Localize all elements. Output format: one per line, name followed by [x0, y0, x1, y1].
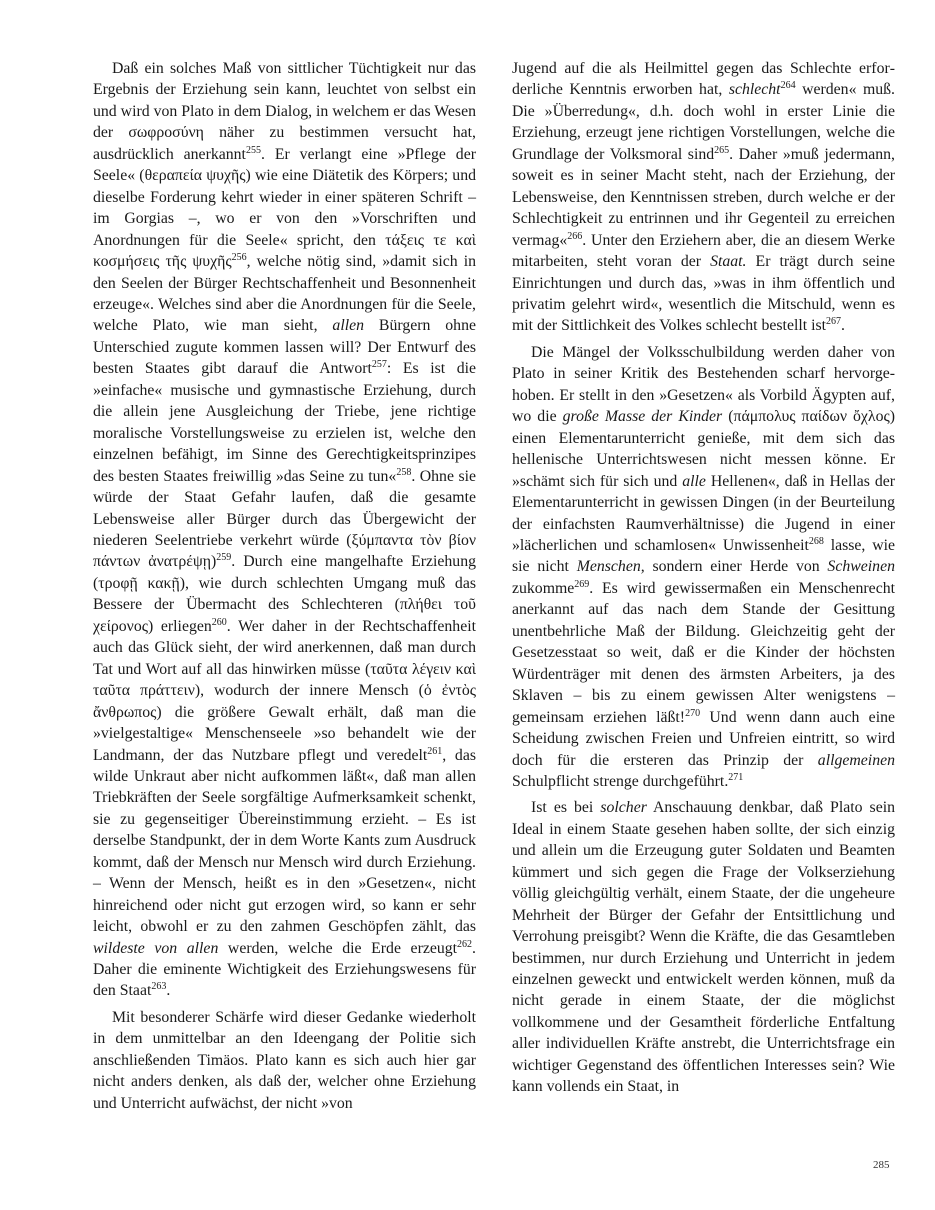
text-run: . Es wird gewissermaßen ein Menschenrecht anerkannt auf das nach dem Stande der Gesittung unentbehrliche Maß der Bildung. Gleichzeitig geht der Gesetzesstaat so weit, daß er die Kinder der höchsten Würdenträger mit denen des ärmsten Arbeiters, ja des Sklaven – bis zu einem gewissen Alter wenigstens – gemeinsam erziehen läßt! [512, 579, 895, 726]
emphasis-text: allgemeinen [817, 751, 895, 769]
footnote-marker: 264 [780, 80, 796, 92]
text-run: Anschauung denkbar, daß Plato sein Ideal in einem Staate gesehen haben sollte, der sich einzig und allein um die Erzeugung guter Soldaten und Beamten kümmert und sich gegen die Frage der Volkserziehung völlig gleichgültig verhält, einem Staate, der die ungeheure Mehrheit der Bürger der Gefahr der Entsittlichung und Verrohung preisgibt? Wenn die Kräfte, die das Gesamtleben bestimmen, nur durch Erziehung und Unterricht in jedem einzelnen geweckt und entwickelt werden können, muß da nicht gerade in einem Staate, der die möglichst vollkommene und der Gesamtheit förderliche Entfaltung aller individuellen Kräfte anstrebt, die Unterrichtsfrage ein wichtiger Gegenstand des öffentlichen Interesses sein? Wie kann vollends ein Staat, in [512, 799, 896, 1096]
text-run: werden, welche die Erde erzeugt [218, 939, 458, 957]
footnote-marker: 267 [826, 316, 842, 328]
footnote-marker: 271 [728, 771, 744, 783]
footnote-marker: 255 [245, 144, 261, 156]
footnote-marker: 256 [231, 252, 247, 264]
emphasis-text: alle [682, 472, 706, 490]
footnote-marker: 260 [211, 616, 227, 628]
text-run: Hellenen«, daß in Hellas der Elementarunterricht in gewissen Dingen (in der Beurteilung der einfachsten Raumverhältnisse) die Jugend in einer »lächerlichen und schamlosen« Unwissenheit [512, 472, 895, 554]
right-column [512, 58, 895, 1098]
footnote-marker: 270 [685, 707, 701, 719]
footnote-marker: 268 [808, 535, 824, 547]
footnote-marker: 257 [371, 359, 387, 371]
text-run: Mit besonderer Schärfe wird dieser Gedanke wiederholt in dem unmittelbar an den Ideengang der Politie sich anschließenden Timäos. Plato kann es sich auch hier gar nicht anders denken, als daß der, welcher ohne Erziehung und Unterricht aufwächst, der nicht »von [93, 1008, 476, 1112]
page-number: 285 [873, 1159, 890, 1171]
text-run: . Daher »muß jedermann, soweit es in seiner Macht steht, nach der Erziehung, der Lebensweise, den Kenntnissen streben, durch welche er der Schlechtigkeit zu entrinnen und ihr Gegenteil zu erreichen vermag« [512, 145, 895, 249]
emphasis-text: wildeste von allen [93, 939, 219, 957]
text-run: . Unter den Erziehern aber, die an diesem Werke mitarbeiten, steht voran der [512, 231, 895, 271]
paragraph-timaeos [93, 1007, 476, 1114]
text-run: . Durch eine mangelhafte Erziehung (τροφῇ κακῇ), wie durch schlechten Umgang muß das Bessere der Übermacht des Schlechteren (πλήθει τοῦ χείρονος) erliegen [93, 553, 477, 635]
footnote-marker: 261 [427, 745, 443, 757]
text-run: . Daher die eminente Wichtigkeit des Erziehungswesens für den Staat [93, 939, 476, 1000]
text-run: lasse, wie sie nicht [512, 536, 896, 576]
footnote-marker: 259 [216, 552, 232, 564]
text-run: sondern einer Herde von [644, 558, 828, 576]
footnote-marker: 263 [151, 981, 167, 993]
text-run: , welche nötig sind, »damit sich in den Seelen der Bürger Rechtschaffenheit und Besonnenheit erzeuge«. Welches sind aber die Anordnungen für die Seele, welche Plato, wie man sieht, [93, 253, 476, 335]
footnote-marker: 262 [457, 938, 473, 950]
text-run: . Wer daher in der Rechtschaffenheit auch das Glück sieht, der wird anerkennen, daß man durch Tat und Wort auf all das hinwirken müsse (ταῦτα λέγειν καὶ ταῦτα πράττειν), wodurch der innere Mensch (ὁ ἐντὸς ἄνθρωπος) die größere Gewalt erhält, daß man die »vielgestaltige« Menschenseele »so behandelt wie der Landmann, der das Nutzbare pflegt und veredelt [93, 617, 476, 764]
text-run: . Ohne sie würde der Staat Gefahr laufen, daß die gesamte Lebensweise aller Bürger durch das Übergewicht der niederen Seelentriebe verkehrt würde (ξύμπαντα τὸν βίον πάντων ἀνατρέψῃ) [93, 467, 476, 571]
text-run: (πάμπολυς παίδων ὄχλος) einen Elementarunterricht genieße, mit dem sich das hellenische Unterrichtswesen nicht messen könne. Er »schämt sich für sich und [512, 408, 896, 490]
text-run: Ist es bei [531, 799, 601, 817]
text-run: Er trägt durch seine Einrichtungen und durch das, »was in ihm öffentlich und privatim gelehrt wird«, wesentlich die Mitschuld, wenn es mit der Sittlichkeit des Volkes schlecht bestellt ist [512, 253, 895, 335]
text-run: zukomme [512, 579, 575, 597]
emphasis-text: solcher [600, 799, 647, 817]
emphasis-text: Schweinen [827, 558, 895, 576]
text-run: . Er verlangt eine »Pflege der Seele« (θεραπεία ψυχῆς) wie eine Diätetik des Körpers; und dieselbe Forderung kehrt wieder in einer späteren Schrift – im Gorgias –, wo er von den »Vorschriften und Anordnungen für die Seele« spricht, den τάξεις τε καὶ κοσμήσεις τῆς ψυχῆς [93, 145, 476, 271]
footnote-marker: 269 [574, 578, 590, 590]
paragraph-volksschulbildung [512, 342, 895, 793]
paragraph-anschauung [512, 797, 895, 1097]
text-run: . [166, 982, 171, 1000]
text-run: . [841, 317, 845, 335]
emphasis-text: allen [332, 317, 365, 335]
text-run: Und wenn dann auch eine Scheidung zwischen Freien und Unfreien eintritt, so wird doch für die ersteren das Prinzip der [512, 708, 895, 769]
paragraph-masstab [93, 58, 476, 1002]
emphasis-text: Menschen, [576, 558, 645, 576]
text-run: Schulpflicht strenge durchgeführt. [512, 772, 729, 790]
footnote-marker: 266 [567, 230, 583, 242]
emphasis-text: große Masse der Kinder [562, 408, 723, 426]
emphasis-text: Staat. [710, 253, 747, 271]
footnote-marker: 258 [396, 466, 412, 478]
emphasis-text: schlecht [728, 81, 781, 99]
footnote-marker: 265 [714, 144, 730, 156]
text-run: Die Mängel der Volksschulbildung werden daher von Plato in seiner Kritik des Bestehenden scharf hervorgehoben. Er stellt in den »Gesetzen« als Vorbild Ägypten auf, wo die [512, 343, 895, 426]
paragraph-timaeos-continued [512, 58, 895, 337]
text-run: Jugend auf die als Heilmittel gegen das Schlechte erforderliche Kenntnis erworben hat, [512, 60, 895, 99]
text-run: Daß ein solches Maß von sittlicher Tüchtigkeit nur das Ergebnis der Erziehung sein kann, leuchtet von selbst ein und wird von Plato in dem Dialog, in welchem er das Wesen der σωφροσύνη näher zu bestimmen versucht hat, ausdrücklich anerkannt [93, 60, 476, 163]
text-run: , das wilde Unkraut aber nicht aufkommen läßt«, daß man allen Triebkräften der Seele sorgfältige Aufmerksamkeit schenkt, sie zu gegenseitiger Übereinstimmung erzieht. – Es ist derselbe Standpunkt, der in dem Worte Kants zum Ausdruck kommt, daß der Mensch nur Mensch wird durch Erziehung. – Wenn der Mensch, heißt es in den »Gesetzen«, nicht hinreichend oder nicht gut erzogen wird, so kann er sehr leicht, obwohl er zu den zahmen Geschöpfen zählt, das [93, 746, 476, 936]
text-run: werden« muß. Die »Überredung«, d.h. doch wohl in erster Linie die Erziehung, erzeugt jene richtigen Vorstellungen, welche die Grundlage der Volksmoral sind [512, 81, 895, 163]
text-run: Bürgern ohne Unterschied zugute kommen lassen will? Der Entwurf des besten Staates gibt darauf die Antwort [93, 317, 476, 378]
left-column [93, 58, 476, 1114]
text-run: : Es ist die »einfache« musische und gymnastische Erziehung, durch die allein jene Ausgleichung der Triebe, jene richtige moralische Vorstellungsweise zu erzielen ist, welche den einzelnen befähigt, im Sinne des Gerechtigkeitsprinzipes des besten Staates freiwillig »das Seine zu tun« [93, 360, 476, 485]
